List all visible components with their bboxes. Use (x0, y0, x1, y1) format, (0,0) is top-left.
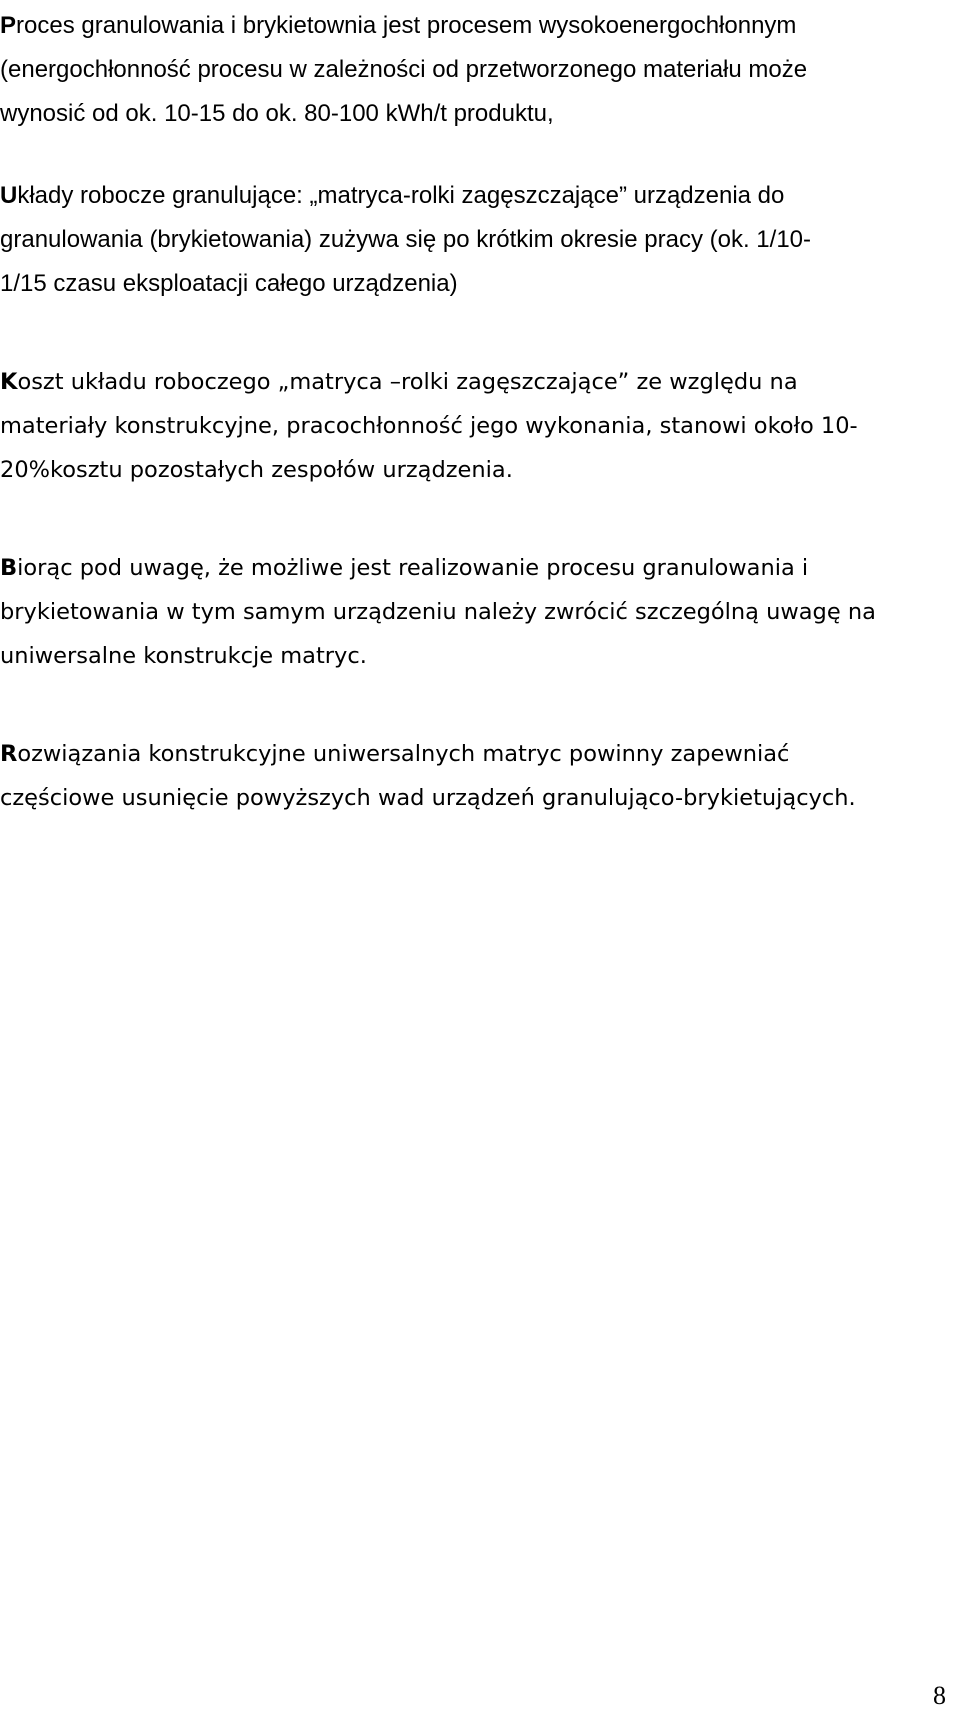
paragraph-line: (energochłonność procesu w zależności od przetworzonego materiału może (0, 56, 808, 83)
initial-letter: R (0, 741, 18, 767)
paragraph-cost (0, 360, 858, 492)
line-text: ozwiązania konstrukcyjne uniwersalnych matryc powinny zapewniać (17, 741, 790, 767)
paragraph-line: częściowe usunięcie powyższych wad urządzeń granulująco-brykietujących. (0, 785, 856, 811)
initial-letter: K (0, 369, 18, 395)
paragraph-energy-consumption (0, 4, 807, 136)
initial-letter: B (0, 555, 18, 581)
paragraph-line: 20%kosztu pozostałych zespołów urządzenia. (0, 457, 513, 483)
line-text: iorąc pod uwagę, że możliwe jest realizowanie procesu granulowania i (17, 555, 809, 581)
paragraph-line: 1/15 czasu eksploatacji całego urządzenia) (0, 270, 458, 297)
page-number: 8 (933, 1681, 946, 1710)
paragraph-line (0, 174, 811, 218)
paragraph-line: granulowania (brykietowania) zużywa się po krótkim okresie pracy (ok. 1/10- (0, 226, 812, 253)
paragraph-working-systems (0, 174, 811, 306)
paragraph-line: wynosić od ok. 10-15 do ok. 80-100 kWh/t produktu, (0, 100, 554, 127)
paragraph-line (0, 732, 856, 776)
line-text: kłady robocze granulujące: „matryca-rolki zagęszczające” urządzenia do (17, 182, 785, 209)
line-text: oszt układu roboczego „matryca –rolki zagęszczające” ze względu na (17, 369, 798, 395)
paragraph-line (0, 360, 858, 404)
paragraph-line: uniwersalne konstrukcje matryc. (0, 643, 367, 669)
paragraph-universal-design (0, 546, 876, 678)
paragraph-line: materiały konstrukcyjne, pracochłonność jego wykonania, stanowi około 10- (0, 413, 858, 439)
paragraph-line: brykietowania w tym samym urządzeniu należy zwrócić szczególną uwagę na (0, 599, 876, 625)
initial-letter: P (0, 12, 17, 39)
paragraph-solutions (0, 732, 856, 820)
paragraph-line (0, 546, 876, 590)
line-text: roces granulowania i brykietownia jest procesem wysokoenergochłonnym (16, 12, 797, 39)
initial-letter: U (0, 182, 18, 209)
paragraph-line (0, 4, 807, 48)
